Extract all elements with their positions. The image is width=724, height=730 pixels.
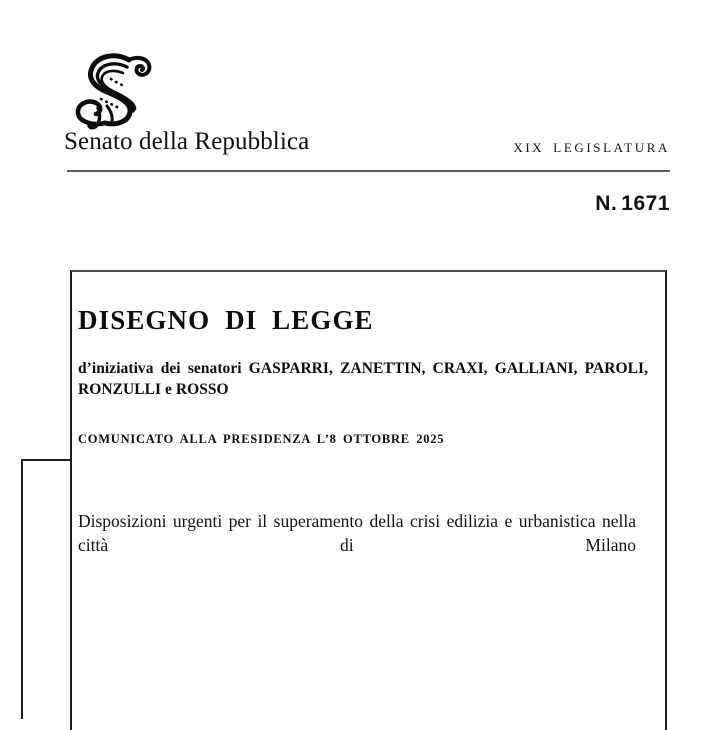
header-divider	[67, 170, 670, 172]
document-number	[595, 192, 670, 216]
legislature-label	[513, 140, 670, 156]
bill-type-title: DISEGNO DI LEGGE	[78, 305, 374, 335]
legislature-word: LEGISLATURA	[553, 140, 670, 155]
institution-name: Senato della Repubblica	[64, 128, 310, 155]
bill-cover-content	[78, 270, 656, 581]
cover-side-frame	[21, 459, 72, 719]
bill-subject: Disposizioni urgenti per il superamento della crisi edilizia e urbanistica nella città di Milano	[78, 511, 636, 555]
bill-communication-line: COMUNICATO ALLA PRESIDENZA L’8 OTTOBRE 2025	[78, 432, 445, 446]
legislature-number: XIX	[513, 140, 545, 155]
document-number-prefix: N.	[595, 192, 618, 215]
senato-monogram-s-icon	[67, 48, 163, 130]
document-number-value: 1671	[621, 192, 670, 215]
masthead	[64, 40, 670, 160]
bill-initiative-line: d’iniziativa dei senatori GASPARRI, ZANETTIN, CRAXI, GALLIANI, PAROLI, RONZULLI e ROSSO	[78, 360, 648, 398]
